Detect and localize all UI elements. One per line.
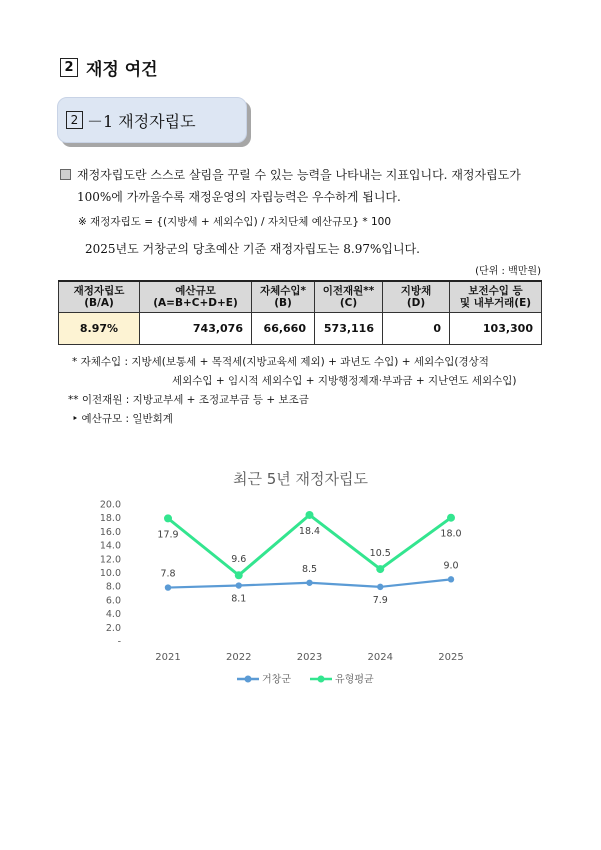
header-cell: 예산규모 (A=B+C+D+E)	[140, 281, 252, 313]
data-point	[164, 514, 172, 522]
y-tick-label: -	[117, 636, 121, 648]
subsection-title: －1 재정자립도	[87, 111, 196, 131]
data-label: 18.4	[298, 525, 321, 537]
data-point	[448, 576, 454, 582]
footnote-3: ‣ 예산규모 : 일반회계	[72, 413, 173, 425]
data-label: 9.6	[231, 554, 247, 566]
header-cell: 자체수입* (B)	[252, 281, 315, 313]
y-tick-label: 6.0	[105, 595, 121, 607]
legend-label: 거창군	[262, 674, 291, 686]
table-cell: 0	[383, 313, 450, 345]
header-cell: 보전수입 등 및 내부거래(E)	[450, 281, 542, 313]
section-title-text: 재정 여건	[86, 60, 158, 80]
subsection-number: 2	[66, 111, 83, 129]
footnote-1: * 자체수입 : 지방세(보통세 + 목적세(지방교육세 제외) + 과년도 수입) + 세외수입(경상적	[72, 356, 489, 368]
y-tick-label: 12.0	[99, 554, 121, 566]
intro-line-1: 재정자립도란 스스로 살림을 꾸릴 수 있는 능력을 나타내는 지표입니다. 재정자립도가	[60, 164, 550, 186]
footnotes	[68, 353, 552, 429]
data-point	[306, 580, 312, 586]
data-label: 18.0	[440, 528, 462, 540]
line-chart	[0, 490, 601, 705]
footnote-2: ** 이전재원 : 지방교부세 + 조정교부금 등 + 보조금	[68, 394, 309, 406]
intro-line-2: 100%에 가까울수록 재정운영의 자립능력은 우수하게 됩니다.	[77, 190, 401, 204]
statement-text: 2025년도 거창군의 당초예산 기준 재정자립도는 8.97%입니다.	[85, 242, 420, 256]
table-row	[59, 313, 542, 345]
section-number: 2	[60, 58, 78, 77]
data-point	[236, 582, 242, 588]
data-point	[165, 584, 171, 590]
table-cell: 66,660	[252, 313, 315, 345]
data-point	[377, 584, 383, 590]
table-cell: 743,076	[140, 313, 252, 345]
subsection-header	[57, 97, 247, 143]
table-cell: 573,116	[315, 313, 383, 345]
data-point	[235, 571, 243, 579]
formula-text: ※ 재정자립도 = {(지방세 + 세외수입) / 자치단체 예산규모} * 100	[78, 216, 392, 228]
data-point	[447, 514, 455, 522]
fiscal-table	[58, 280, 542, 345]
data-label: 7.8	[160, 568, 176, 580]
data-label: 10.5	[369, 548, 391, 560]
x-tick-label: 2025	[438, 652, 464, 663]
y-tick-label: 14.0	[99, 540, 121, 552]
data-label: 9.0	[443, 560, 459, 572]
y-tick-label: 2.0	[105, 622, 121, 634]
table-header-row	[59, 281, 542, 313]
table-cell: 8.97%	[59, 313, 140, 345]
header-cell: 이전재원** (C)	[315, 281, 383, 313]
x-tick-label: 2023	[296, 652, 323, 663]
footnote-1-cont: 세외수입 + 임시적 세외수입 + 지방행정제재·부과금 + 지난연도 세외수입)	[172, 375, 517, 387]
data-label: 8.5	[301, 563, 318, 575]
table-cell: 103,300	[450, 313, 542, 345]
x-tick-label: 2021	[155, 652, 181, 663]
header-cell: 재정자립도 (B/A)	[59, 281, 140, 313]
legend-label: 유형평균	[335, 674, 374, 686]
y-tick-label: 4.0	[105, 609, 121, 621]
square-bullet-icon	[60, 169, 71, 180]
y-tick-label: 10.0	[99, 568, 121, 579]
x-tick-label: 2024	[367, 652, 393, 663]
x-tick-label: 2022	[226, 652, 252, 663]
y-tick-label: 8.0	[105, 581, 121, 593]
intro-paragraph	[60, 164, 550, 208]
y-tick-label: 18.0	[99, 513, 121, 525]
section-title	[60, 55, 158, 80]
y-tick-label: 20.0	[99, 499, 121, 511]
legend-marker	[245, 676, 252, 683]
y-tick-label: 16.0	[99, 526, 121, 538]
data-label: 8.1	[231, 593, 247, 605]
header-cell: 지방채 (D)	[383, 281, 450, 313]
data-label: 7.9	[372, 594, 388, 606]
data-point	[306, 511, 314, 519]
data-label: 17.9	[157, 529, 179, 541]
legend-marker	[318, 676, 325, 683]
unit-label: (단위 : 백만원)	[475, 266, 541, 277]
data-point	[376, 565, 384, 573]
chart-title: 최근 5년 재정자립도	[232, 470, 368, 488]
